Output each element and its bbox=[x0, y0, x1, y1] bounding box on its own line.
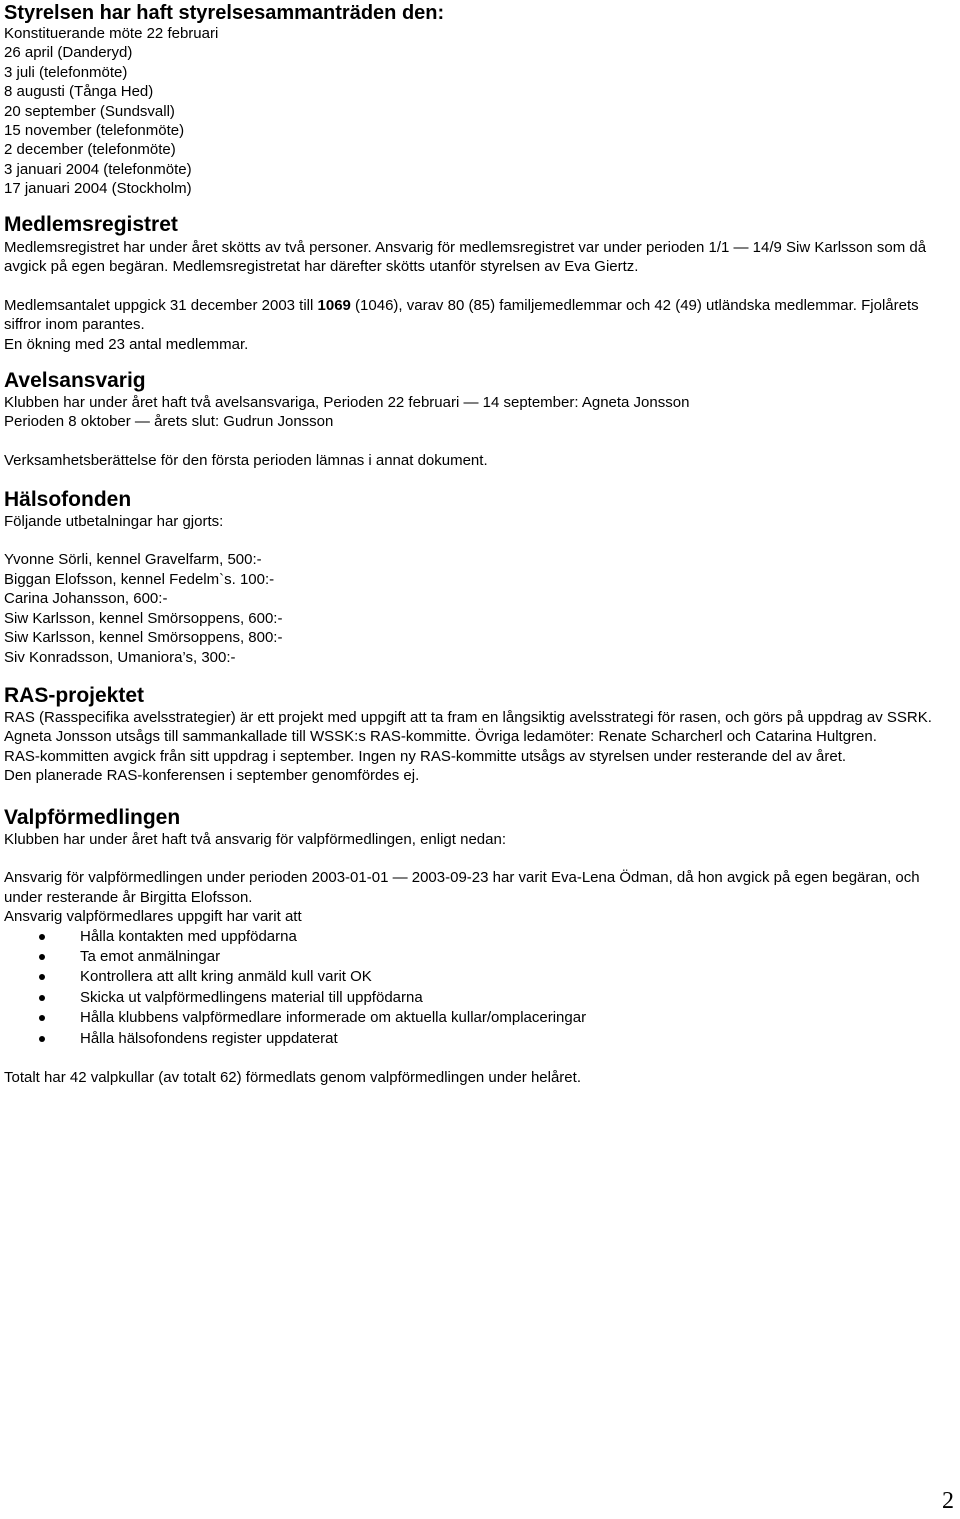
duty-label: Hålla hälsofondens register uppdaterat bbox=[80, 1029, 338, 1047]
puppy-total: Totalt har 42 valpkullar (av totalt 62) förmedlats genom valpförmedlingen under helåret. bbox=[4, 1069, 581, 1087]
duty-label: Hålla klubbens valpförmedlare informerade om aktuella kullar/omplaceringar bbox=[80, 1009, 587, 1027]
duty-item bbox=[4, 927, 958, 947]
member-count: 1069 bbox=[317, 296, 351, 314]
duties-intro: Ansvarig valpförmedlares uppgift har varit att bbox=[4, 908, 302, 926]
meeting-item: Konstituerande möte 22 februari bbox=[4, 25, 219, 42]
payment-item: Siw Karlsson, kennel Smörsoppens, 600:- bbox=[4, 609, 283, 627]
payment-item: Siv Konradsson, Umaniora’s, 300:- bbox=[4, 648, 236, 666]
bullet-icon bbox=[39, 1015, 45, 1021]
payment-item: Siw Karlsson, kennel Smörsoppens, 800:- bbox=[4, 629, 283, 647]
payments-list bbox=[4, 550, 958, 666]
bullet-icon bbox=[39, 1036, 45, 1042]
duty-item bbox=[4, 947, 958, 967]
duty-item bbox=[4, 1029, 958, 1049]
registry-count-paragraph bbox=[4, 296, 958, 335]
breeding-line: Klubben har under året haft två avelsansvariga, Perioden 22 februari — 14 september: Agneta Jonsson bbox=[4, 394, 690, 412]
meeting-item: 2 december (telefonmöte) bbox=[4, 141, 176, 159]
registry-increase: En ökning med 23 antal medlemmar. bbox=[4, 335, 249, 353]
registry-count-text-after: (1046), varav 80 (85) familjemedlemmar och 42 (49) utländska medlemmar. Fjolårets siffror inom parantes. bbox=[4, 296, 919, 334]
ras-title: RAS-projektet bbox=[4, 683, 145, 707]
meeting-item: 3 januari 2004 (telefonmöte) bbox=[4, 160, 192, 178]
breeding-title: Avelsansvarig bbox=[4, 369, 146, 393]
meeting-item: 8 augusti (Tånga Hed) bbox=[4, 83, 154, 101]
registry-title: Medlemsregistret bbox=[4, 212, 178, 236]
bullet-icon bbox=[39, 954, 45, 960]
meeting-item: 26 april (Danderyd) bbox=[4, 44, 133, 62]
puppy-intro: Klubben har under året haft två ansvarig för valpförmedlingen, enligt nedan: bbox=[4, 830, 506, 848]
registry-paragraph: Medlemsregistret har under året skötts av två personer. Ansvarig för medlemsregistret var under perioden 1/1 — 14/9 Siw Karlsson som då avgick på egen begäran. Medlemsregistretat har därefter skötts utanför styrelsen av Eva Giertz. bbox=[4, 238, 927, 276]
payment-item: Biggan Elofsson, kennel Fedelm`s. 100:- bbox=[4, 570, 275, 588]
meetings-section bbox=[4, 0, 958, 199]
puppy-title: Valpförmedlingen bbox=[4, 805, 181, 829]
duty-label: Ta emot anmälningar bbox=[80, 947, 221, 965]
duty-label: Skicka ut valpförmedlingens material till uppfödarna bbox=[80, 988, 423, 1006]
payment-item: Yvonne Sörli, kennel Gravelfarm, 500:- bbox=[4, 551, 262, 569]
meeting-item: 15 november (telefonmöte) bbox=[4, 122, 185, 140]
health-fund-intro: Följande utbetalningar har gjorts: bbox=[4, 512, 224, 530]
breeding-line: Perioden 8 oktober — årets slut: Gudrun Jonsson bbox=[4, 413, 334, 431]
puppy-section bbox=[4, 806, 958, 1088]
ras-section bbox=[4, 684, 958, 786]
breeding-section bbox=[4, 369, 958, 471]
duty-label: Kontrollera att allt kring anmäld kull varit OK bbox=[80, 968, 372, 986]
bullet-icon bbox=[39, 974, 45, 980]
registry-count-text-before: Medlemsantalet uppgick 31 december 2003 till bbox=[4, 296, 318, 314]
ras-paragraph: Den planerade RAS-konferensen i september genomfördes ej. bbox=[4, 767, 420, 785]
payment-item: Carina Johansson, 600:- bbox=[4, 590, 168, 608]
meeting-item: 17 januari 2004 (Stockholm) bbox=[4, 180, 192, 198]
puppy-paragraph: Ansvarig för valpförmedlingen under perioden 2003-01-01 — 2003-09-23 har varit Eva-Lena Ödman, då hon avgick på egen begäran, och under resterande år Birgitta Elofsson. bbox=[4, 869, 920, 906]
document bbox=[4, 0, 958, 1088]
duties-list bbox=[4, 927, 958, 1049]
meeting-item: 20 september (Sundsvall) bbox=[4, 102, 175, 120]
health-fund-title: Hälsofonden bbox=[4, 487, 132, 511]
bullet-icon bbox=[39, 995, 45, 1001]
breeding-line: Verksamhetsberättelse för den första perioden lämnas i annat dokument. bbox=[4, 452, 488, 470]
page-number: 2 bbox=[942, 1488, 954, 1514]
duty-item bbox=[4, 988, 958, 1008]
duty-item bbox=[4, 1008, 958, 1028]
health-fund-section bbox=[4, 488, 958, 667]
duty-item bbox=[4, 967, 958, 987]
meeting-item: 3 juli (telefonmöte) bbox=[4, 63, 128, 81]
meetings-list bbox=[4, 24, 958, 199]
bullet-icon bbox=[39, 934, 45, 940]
duty-label: Hålla kontakten med uppfödarna bbox=[80, 927, 297, 945]
meetings-title: Styrelsen har haft styrelsesammanträden den: bbox=[4, 2, 445, 24]
registry-section bbox=[4, 213, 958, 354]
ras-paragraph: RAS (Rasspecifika avelsstrategier) är ett projekt med uppgift att ta fram en långsiktig avelsstrategi för rasen, och görs på uppdrag av SSRK. Agneta Jonsson utsågs till sammankallade till WSSK:s RAS-kommitte. Övriga ledamöter: Renate Scharcherl och Catarina Hultgren. bbox=[4, 708, 932, 746]
ras-paragraph: RAS-kommitten avgick från sitt uppdrag i september. Ingen ny RAS-kommitte utsågs av styrelsen under resterande del av året. bbox=[4, 747, 847, 765]
